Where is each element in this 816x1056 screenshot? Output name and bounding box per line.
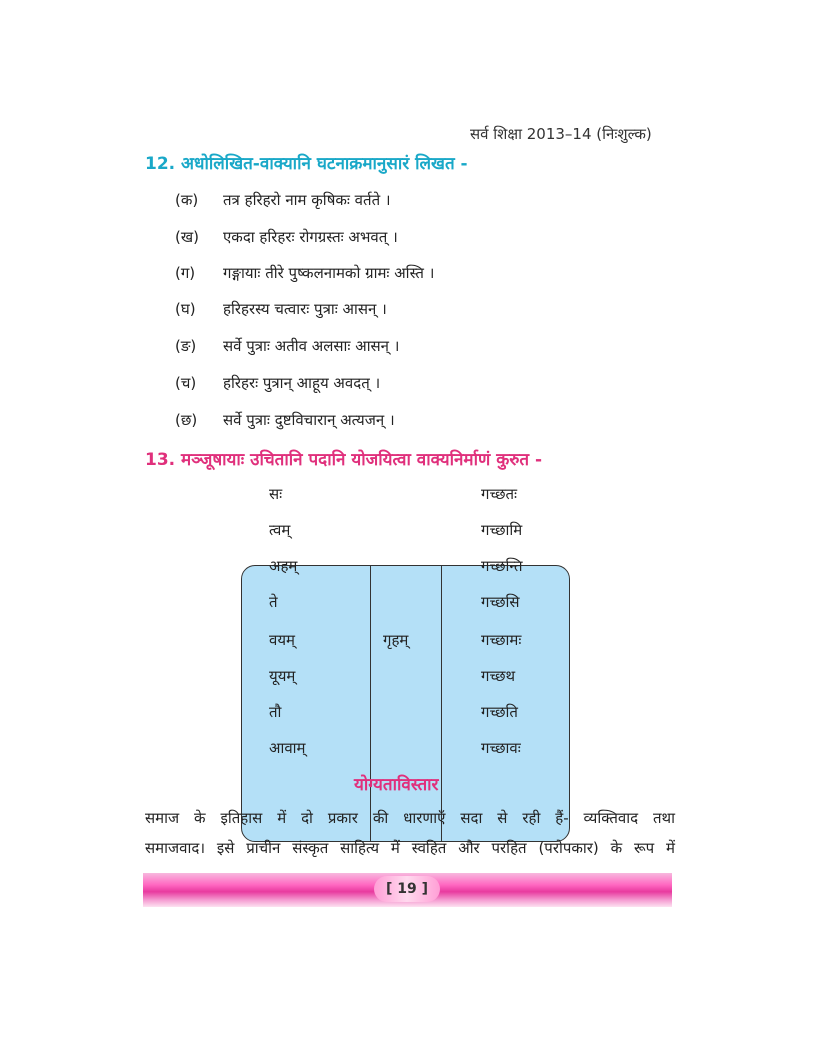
item-label: (ग) bbox=[175, 264, 196, 282]
verb-word: गच्छतः bbox=[481, 485, 518, 503]
verb-word: गच्छामि bbox=[481, 521, 523, 539]
item-text: सर्वे पुत्राः दुष्टविचारान् अत्यजन् । bbox=[223, 411, 395, 429]
subject-word: तौ bbox=[269, 703, 282, 721]
list-item bbox=[175, 227, 398, 247]
subject-word: त्वम् bbox=[269, 521, 291, 539]
item-text: हरिहरः पुत्रान् आहूय अवदत् । bbox=[223, 374, 381, 392]
item-label: (क) bbox=[175, 191, 199, 209]
header-note: सर्व शिक्षा 2013–14 (निःशुल्क) bbox=[470, 125, 652, 143]
verb-word: गच्छति bbox=[481, 703, 518, 721]
subject-word: यूयम् bbox=[269, 667, 296, 685]
item-label: (छ) bbox=[175, 411, 198, 429]
page-number: [ 19 ] bbox=[374, 876, 440, 902]
verb-word: गच्छन्ति bbox=[481, 557, 523, 575]
paragraph-line: समाजवाद। इसे प्राचीन संस्कृत साहित्य में स्वहित और परहित (परोपकार) के रूप में bbox=[145, 839, 675, 857]
list-item bbox=[175, 336, 399, 356]
verb-word: गच्छावः bbox=[481, 739, 521, 757]
word-box bbox=[241, 565, 570, 842]
list-item bbox=[175, 410, 395, 430]
list-item bbox=[175, 373, 380, 393]
subject-word: आवाम् bbox=[269, 739, 306, 757]
item-text: हरिहरस्य चत्वारः पुत्राः आसन् । bbox=[223, 300, 387, 318]
middle-word: गृहम् bbox=[383, 631, 409, 649]
verb-word: गच्छामः bbox=[481, 631, 522, 649]
question-13-title: 13. मञ्जूषायाः उचितानि पदानि योजयित्वा वाक्यनिर्माणं कुरुत - bbox=[145, 450, 543, 470]
verb-word: गच्छथ bbox=[481, 667, 516, 685]
question-12-title: 12. अधोलिखित-वाक्यानि घटनाक्रमानुसारं लिखत - bbox=[145, 154, 468, 174]
box-divider bbox=[441, 565, 442, 842]
item-text: एकदा हरिहरः रोगग्रस्तः अभवत् । bbox=[223, 228, 398, 246]
verb-word: गच्छसि bbox=[481, 593, 520, 611]
list-item bbox=[175, 299, 387, 319]
item-label: (ख) bbox=[175, 228, 199, 246]
subject-word: सः bbox=[269, 485, 283, 503]
subject-word: अहम् bbox=[269, 557, 298, 575]
subject-word: वयम् bbox=[269, 631, 296, 649]
item-text: तत्र हरिहरो नाम कृषिकः वर्तते । bbox=[223, 191, 391, 209]
box-divider bbox=[370, 565, 371, 842]
extension-title: योग्यताविस्तार bbox=[354, 775, 439, 795]
list-item bbox=[175, 263, 434, 283]
item-text: गङ्गायाः तीरे पुष्कलनामको ग्रामः अस्ति । bbox=[223, 264, 435, 282]
item-label: (घ) bbox=[175, 300, 196, 318]
subject-word: ते bbox=[269, 593, 278, 611]
item-text: सर्वे पुत्राः अतीव अलसाः आसन् । bbox=[223, 337, 400, 355]
list-item bbox=[175, 190, 391, 210]
paragraph-line: समाज के इतिहास में दो प्रकार की धारणाएँ सदा से रही हैं- व्यक्तिवाद तथा bbox=[145, 809, 675, 827]
item-label: (च) bbox=[175, 374, 197, 392]
item-label: (ङ) bbox=[175, 337, 197, 355]
